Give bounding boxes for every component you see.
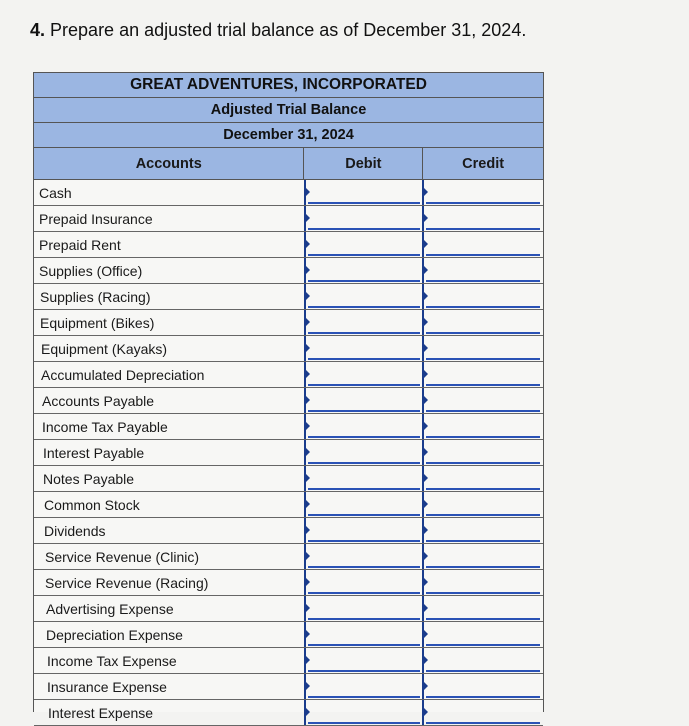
credit-input[interactable] [422,336,542,361]
statement-date: December 31, 2024 [34,123,543,148]
credit-input[interactable] [422,414,542,439]
debit-input[interactable] [304,700,422,725]
credit-input[interactable] [422,700,542,725]
debit-input[interactable] [304,518,422,543]
account-name: Accounts Payable [42,392,155,409]
account-row [34,180,543,206]
credit-input[interactable] [422,284,542,309]
account-name: Interest Expense [48,704,154,721]
question-number: 4. [30,20,46,40]
account-name: Supplies (Office) [39,262,143,279]
credit-input[interactable] [422,388,542,413]
credit-input[interactable] [422,466,542,491]
debit-input[interactable] [304,674,422,699]
account-name: Service Revenue (Racing) [45,574,209,591]
debit-input[interactable] [304,284,422,309]
account-name: Notes Payable [43,470,135,487]
account-name: Insurance Expense [47,678,167,695]
account-row [34,232,543,258]
account-row [34,388,543,414]
account-row [34,258,543,284]
account-name: Equipment (Bikes) [40,314,155,331]
debit-input[interactable] [304,336,422,361]
account-name: Dividends [44,522,106,539]
account-row [34,518,543,544]
debit-input[interactable] [304,440,422,465]
credit-input[interactable] [422,206,542,231]
debit-input[interactable] [304,596,422,621]
column-headers [34,148,543,180]
credit-column-header: Credit [422,148,543,179]
debit-input[interactable] [304,648,422,673]
account-row [34,310,543,336]
account-name: Interest Payable [43,444,145,461]
credit-input[interactable] [422,310,542,335]
account-row [34,440,543,466]
account-name: Prepaid Insurance [39,210,153,227]
credit-input[interactable] [422,570,542,595]
credit-input[interactable] [422,518,542,543]
statement-title: Adjusted Trial Balance [34,98,543,123]
credit-input[interactable] [422,544,542,569]
question-text: Prepare an adjusted trial balance as of December 31, 2024. [50,20,527,40]
account-row [34,414,543,440]
credit-input[interactable] [422,674,542,699]
trial-balance-worksheet [33,72,544,721]
credit-input[interactable] [422,440,542,465]
debit-input[interactable] [304,310,422,335]
account-row [34,596,543,622]
debit-input[interactable] [304,544,422,569]
account-name: Equipment (Kayaks) [41,340,168,357]
credit-input[interactable] [422,622,542,647]
account-row [34,466,543,492]
company-name: GREAT ADVENTURES, INCORPORATED [34,73,543,98]
account-name: Prepaid Rent [39,236,121,253]
account-name: Income Tax Expense [47,652,177,669]
accounts-column-header: Accounts [135,155,202,172]
account-row [34,674,543,700]
debit-input[interactable] [304,466,422,491]
account-row [34,570,543,596]
credit-input[interactable] [422,648,542,673]
debit-input[interactable] [304,180,422,205]
debit-input[interactable] [304,232,422,257]
account-name: Income Tax Payable [42,418,168,435]
debit-input[interactable] [304,622,422,647]
debit-input[interactable] [304,570,422,595]
account-row [34,284,543,310]
debit-input[interactable] [304,414,422,439]
account-row [34,544,543,570]
account-row [34,492,543,518]
debit-input[interactable] [304,492,422,517]
debit-input[interactable] [304,206,422,231]
account-name: Cash [39,184,72,201]
question-prompt [30,20,526,41]
account-name: Accumulated Depreciation [41,366,205,383]
account-name: Depreciation Expense [46,626,183,643]
account-row [34,206,543,232]
account-row [34,648,543,674]
account-row [34,622,543,648]
credit-input[interactable] [422,258,542,283]
debit-column-header: Debit [303,148,422,179]
credit-input[interactable] [422,492,542,517]
account-row [34,700,543,726]
account-name: Advertising Expense [46,600,174,617]
credit-input[interactable] [422,596,542,621]
credit-input[interactable] [422,232,542,257]
account-row [34,362,543,388]
debit-input[interactable] [304,258,422,283]
statement-header [34,72,543,148]
account-name: Common Stock [44,496,140,513]
account-rows [34,180,543,726]
credit-input[interactable] [422,180,542,205]
account-name: Supplies (Racing) [40,288,151,305]
debit-input[interactable] [304,388,422,413]
credit-input[interactable] [422,362,542,387]
account-row [34,336,543,362]
debit-input[interactable] [304,362,422,387]
account-name: Service Revenue (Clinic) [45,548,200,565]
